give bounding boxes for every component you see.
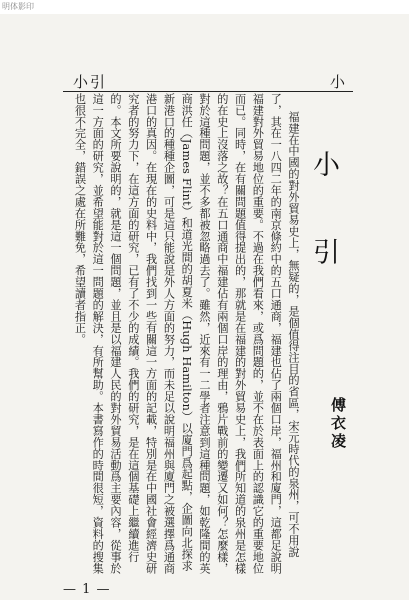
article-body: 福建在中國的對外貿易史上，無疑的，是個值得注目的省區，宋元時代的泉州，可不用說了，其在一八四二年的南京條約中的五口通商，福建也佔了兩個口岸，福州和廈門，這都足說明福建對外貿易地位的重要。不過在我們看來，或爲問題的，並不在於表面上的認識它的重要地位而已。同時，在有關問題值得提出的，那就是在福建的對外貿易史上，我們所知道的泉州是怎樣的在史上沒落之故？在五口通商中福建佔有兩個口岸的理由，鴉片戰前的變遷又如何？怎麼樣，對於這種問題，並不多都被忽略過去了。雖然，近來有一二學者注意到這種問題，如乾隆間的英商洪任（James Flint）和道光間的胡夏米（Hugh Hamilton）以廈門爲起點，企圖向北探求新港口的種種企圖，可是這只能說是外人方面的努力，而未足以說明福州與廈門之被選擇爲通商港口的真因。在現在的史料中，我們找到一些有關這一方面的記載，特別是在中國社會經濟史研究者的努力下，在這方面的研究，已有了不少的成績。我們的研究，是在這個基礎上繼續進行的。本文所要說明的，就是這一個問題，並且是以福建人民的對外貿易活動爲主要內容，從事於這一方面的研究，並希望能對於這一問題的解決，有所幫助。本書寫作的時間很短，資料的搜集也很不完全，錯誤之處在所難免，希望讀者指正。 [73,93,300,574]
article-title: 小 引 [308,150,339,291]
page-number: — 1 — [63,582,111,597]
article-author: 傅衣凌 [329,397,347,451]
library-stamp: 明体影印 [2,2,34,11]
viewer-bar [0,0,409,14]
running-head [63,71,353,92]
running-head-left: 小引 [73,73,108,91]
running-head-right: 小 [329,73,345,91]
